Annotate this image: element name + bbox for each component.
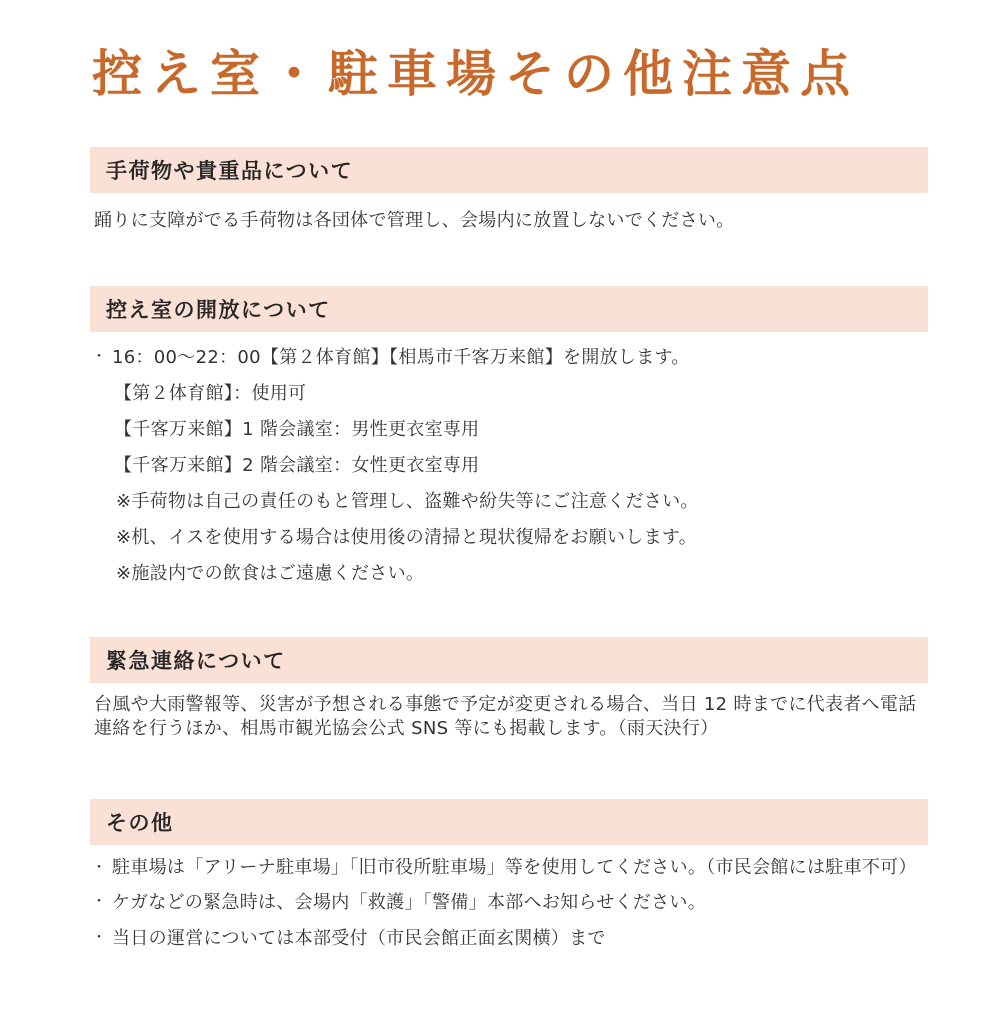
section-heading: 緊急連絡について (106, 649, 286, 673)
list-item: ・ 当日の運営については本部受付（市民会館正面玄関横）まで (90, 925, 928, 952)
section-header-band (90, 799, 928, 845)
list-item: ・ 駐車場は「アリーナ駐車場」「旧市役所駐車場」等を使用してください。（市民会館には駐車不可） (90, 856, 928, 880)
room-list (90, 380, 928, 587)
section-header-band (90, 637, 928, 683)
other-list (90, 856, 928, 952)
section-heading: その他 (106, 811, 174, 835)
section-emergency-contact (90, 637, 928, 741)
section-header-band (90, 147, 928, 193)
section-waiting-room (90, 286, 928, 587)
section-paragraph: 台風や大雨警報等、災害が予想される事態で予定が変更される場合、当日 12 時までに代表者へ電話連絡を行うほか、相馬市観光協会公式 SNS 等にも掲載します。（雨天決行） (94, 694, 917, 739)
section-body (90, 693, 928, 741)
note-item: ※手荷物は自己の責任のもと管理し、盗難や紛失等にご注意ください。 (116, 491, 699, 512)
section-body (90, 207, 928, 234)
section-heading: 控え室の開放について (106, 298, 331, 322)
room-item: 【第２体育館】：使用可 (114, 383, 307, 404)
section-other (90, 799, 928, 961)
section-body (90, 856, 928, 952)
room-item: 【千客万来館】2 階会議室：女性更衣室専用 (114, 455, 480, 476)
room-item: 【千客万来館】1 階会議室：男性更衣室専用 (114, 419, 480, 440)
list-item: ・ ケガなどの緊急時は、会場内「救護」「警備」本部へお知らせください。 (90, 889, 928, 916)
section-body (90, 344, 928, 587)
page-title: 控え室・駐車場その他注意点 (92, 45, 859, 103)
note-item: ※施設内での飲食はご遠慮ください。 (116, 563, 425, 584)
section-belongings (90, 147, 928, 234)
note-item: ※机、イスを使用する場合は使用後の清掃と現状復帰をお願いします。 (116, 527, 698, 548)
section-heading: 手荷物や貴重品について (106, 159, 354, 183)
section-header-band (90, 286, 928, 332)
section-paragraph: 踊りに支障がでる手荷物は各団体で管理し、会場内に放置しないでください。 (94, 210, 735, 231)
opening-hours-text: ・ 16：00～22：00【第２体育館】【相馬市千客万来館】を開放します。 (90, 344, 928, 371)
